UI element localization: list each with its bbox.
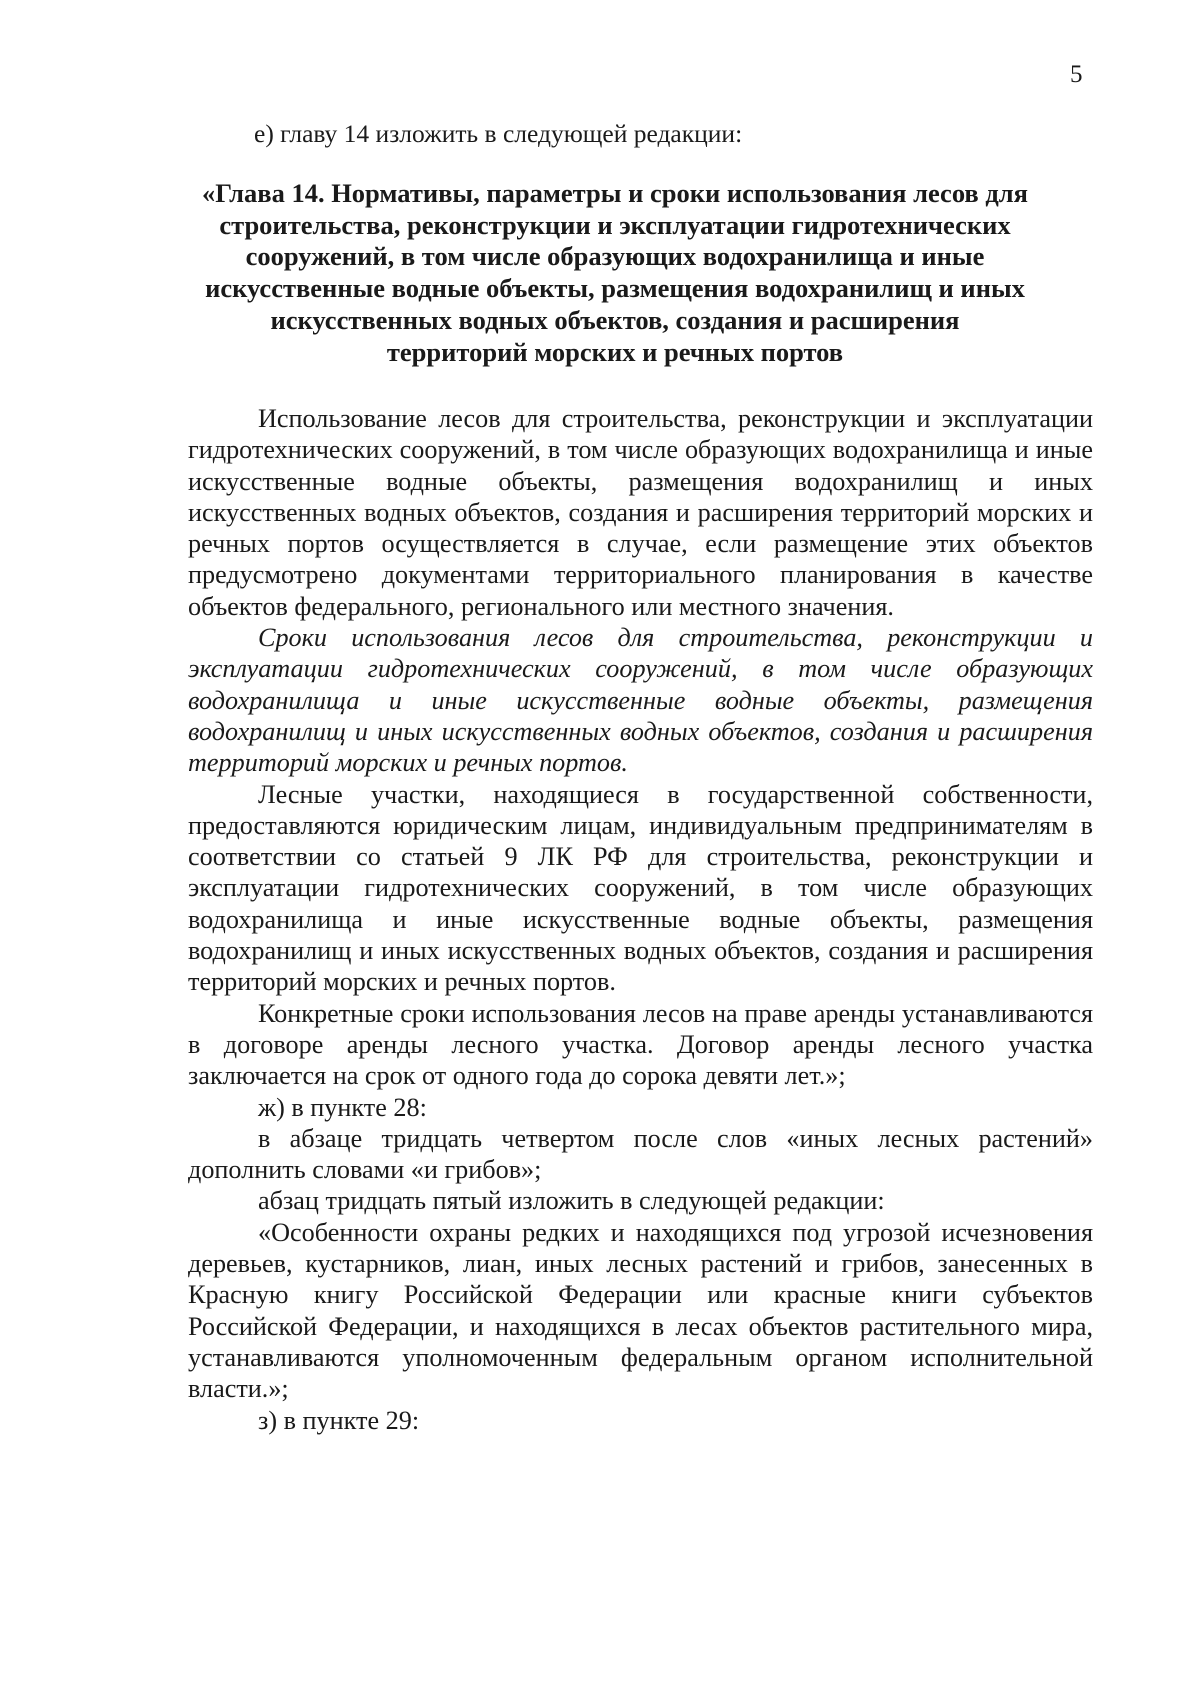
paragraph-amendment-35: абзац тридцать пятый изложить в следующей редакции: bbox=[258, 1186, 885, 1216]
paragraph-protection-features: «Особенности охраны редких и находящихся под угрозой исчезновения деревьев, кустарников, лиан, иных лесных растений и грибов, занесенных в Красную книгу Российской Федерации или красные книги субъектов Российской Федерации, и находящихся в лесах объектов растительного мира, устанавливаются уполномоченным федеральным органом исполнительной власти.»; bbox=[188, 1217, 1093, 1404]
paragraph-use-terms-heading: Сроки использования лесов для строительства, реконструкции и эксплуатации гидротехнических сооружений, в том числе образующих водохранилища и иные искусственные водные объекты, размещения водохранилищ и иных искусственных водных объектов, создания и расширения территорий морских и речных портов. bbox=[188, 623, 1093, 778]
heading-line: искусственные водные объекты, размещения водохранилищ и иных bbox=[205, 273, 1025, 304]
paragraph-item-zh: ж) в пункте 28: bbox=[258, 1092, 427, 1122]
paragraph-forest-use-conditions: Использование лесов для строительства, реконструкции и эксплуатации гидротехнических сооружений, в том числе образующих водохранилища и иные искусственные водные объекты, размещения водохранилищ и иных искусственных водных объектов, создания и расширения территорий морских и речных портов осуществляется в случае, если размещение этих объектов предусмотрено документами территориального планирования в качестве объектов федерального, регионального или местного значения. bbox=[188, 404, 1093, 621]
document-body bbox=[188, 403, 1093, 1436]
paragraph-land-plots-provision: Лесные участки, находящиеся в государственной собственности, предоставляются юридическим лицам, индивидуальным предпринимателям в соответствии со статьей 9 ЛК РФ для строительства, реконструкции и эксплуатации гидротехнических сооружений, в том числе образующих водохранилища и иные искусственные водные объекты, размещения водохранилищ и иных искусственных водных объектов, создания и расширения территорий морских и речных портов. bbox=[188, 779, 1093, 997]
heading-line: «Глава 14. Нормативы, параметры и сроки использования лесов для bbox=[202, 178, 1028, 208]
heading-line: искусственных водных объектов, создания и расширения bbox=[270, 304, 960, 335]
heading-line: сооружений, в том числе образующих водохранилища и иные bbox=[245, 241, 985, 272]
paragraph-amendment-34: в абзаце тридцать четвертом после слов «иных лесных растений» дополнить словами «и грибов»; bbox=[188, 1123, 1093, 1185]
amendment-intro: е) главу 14 изложить в следующей редакции: bbox=[254, 119, 743, 148]
paragraph-item-z: з) в пункте 29: bbox=[258, 1405, 420, 1435]
page-number: 5 bbox=[1070, 61, 1083, 88]
chapter-heading bbox=[150, 178, 1080, 368]
heading-line: территорий морских и речных портов bbox=[386, 336, 844, 367]
paragraph-lease-terms: Конкретные сроки использования лесов на праве аренды устанавливаются в договоре аренды лесного участка. Договор аренды лесного участка заключается на срок от одного года до сорока девяти лет.»; bbox=[188, 998, 1093, 1091]
heading-line: строительства, реконструкции и эксплуатации гидротехнических bbox=[219, 209, 1011, 240]
